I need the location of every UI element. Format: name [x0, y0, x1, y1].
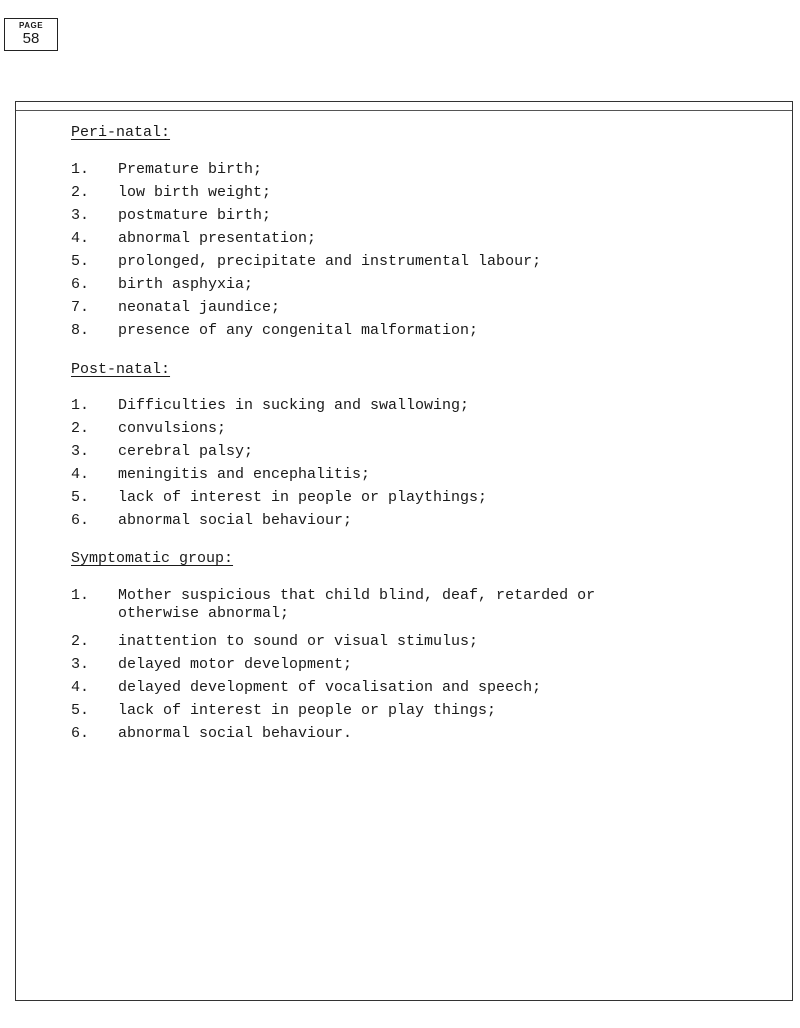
- list-item: [71, 489, 487, 507]
- item-text: birth asphyxia;: [118, 276, 254, 293]
- item-number: 3.: [71, 207, 90, 224]
- item-text: lack of interest in people or playthings;: [118, 489, 488, 506]
- list-item: [71, 443, 253, 461]
- list-item: [71, 702, 496, 720]
- item-text: abnormal social behaviour.: [118, 725, 353, 742]
- list-item: [71, 253, 541, 271]
- list-item: [71, 466, 370, 484]
- item-number: 6.: [71, 512, 90, 529]
- item-text-line-2: otherwise abnormal;: [118, 605, 290, 622]
- item-number: 5.: [71, 702, 90, 719]
- page-number: 58: [22, 30, 40, 47]
- item-text: inattention to sound or visual stimulus;: [118, 633, 479, 650]
- section-heading-post-natal: Post-natal:: [71, 361, 171, 378]
- item-number: 4.: [71, 230, 90, 247]
- item-number: 1.: [71, 397, 90, 414]
- item-number: 4.: [71, 466, 90, 483]
- list-item: [71, 420, 226, 438]
- item-number: 7.: [71, 299, 90, 316]
- list-item: [71, 679, 541, 697]
- item-text: prolonged, precipitate and instrumental labour;: [118, 253, 542, 270]
- list-item: [71, 276, 253, 294]
- item-number: 2.: [71, 633, 90, 650]
- item-number: 8.: [71, 322, 90, 339]
- item-number: 3.: [71, 443, 90, 460]
- list-item: [71, 725, 352, 743]
- item-text: lack of interest in people or play things;: [118, 702, 497, 719]
- list-item: [71, 322, 478, 340]
- item-text: postmature birth;: [118, 207, 272, 224]
- item-number: 5.: [71, 253, 90, 270]
- item-number: 5.: [71, 489, 90, 506]
- item-text: delayed development of vocalisation and speech;: [118, 679, 542, 696]
- item-number: 6.: [71, 276, 90, 293]
- item-text: meningitis and encephalitis;: [118, 466, 371, 483]
- item-text: Difficulties in sucking and swallowing;: [118, 397, 470, 414]
- page-number-box: [4, 18, 58, 51]
- list-item: [71, 207, 271, 225]
- item-number: 1.: [71, 161, 90, 178]
- list-item: [71, 656, 352, 674]
- section-heading-symptomatic-group: Symptomatic group:: [71, 550, 234, 567]
- item-number: 3.: [71, 656, 90, 673]
- item-text: delayed motor development;: [118, 656, 353, 673]
- item-number: 2.: [71, 184, 90, 201]
- item-text: convulsions;: [118, 420, 227, 437]
- section-heading-peri-natal: Peri-natal:: [71, 124, 171, 141]
- list-item: [71, 230, 316, 248]
- item-text: neonatal jaundice;: [118, 299, 281, 316]
- list-item: [71, 299, 280, 317]
- item-number: 2.: [71, 420, 90, 437]
- list-item: [71, 587, 595, 623]
- list-item: [71, 633, 478, 651]
- list-item: [71, 512, 352, 530]
- item-text: presence of any congenital malformation;: [118, 322, 479, 339]
- item-text: abnormal social behaviour;: [118, 512, 353, 529]
- list-item: [71, 397, 469, 415]
- page-label: PAGE: [18, 21, 44, 30]
- list-item: [71, 161, 262, 179]
- item-text: cerebral palsy;: [118, 443, 254, 460]
- item-number: 1.: [71, 587, 90, 604]
- item-text: [118, 587, 595, 623]
- item-text: low birth weight;: [118, 184, 272, 201]
- list-item: [71, 184, 271, 202]
- item-text: Premature birth;: [118, 161, 263, 178]
- item-text-line-1: Mother suspicious that child blind, deaf, retarded or: [118, 587, 596, 604]
- item-text: abnormal presentation;: [118, 230, 317, 247]
- item-number: 6.: [71, 725, 90, 742]
- item-number: 4.: [71, 679, 90, 696]
